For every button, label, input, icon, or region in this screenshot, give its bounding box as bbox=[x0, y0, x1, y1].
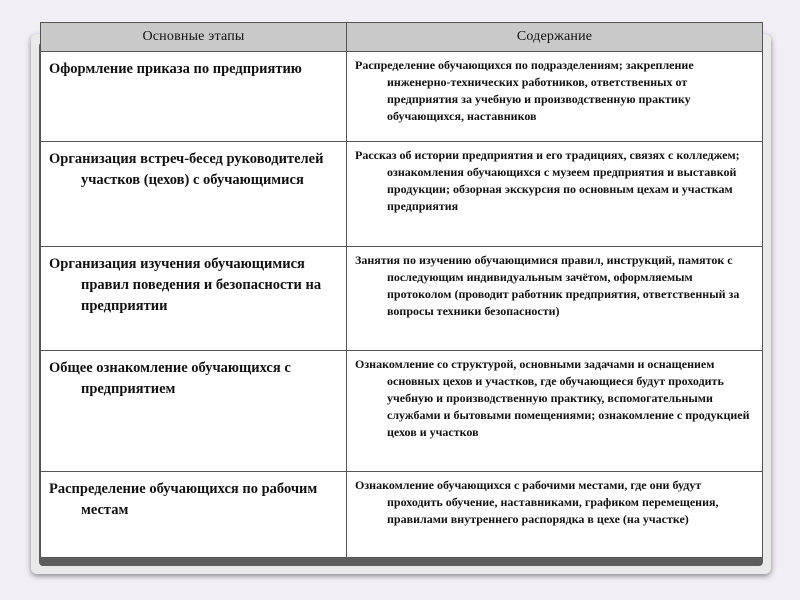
stage-cell bbox=[41, 246, 347, 350]
content-text: Ознакомление обучающихся с рабочими местами, где они будут проходить обучение, наставниками, графиком перемещения, правилами внутреннего распорядка в цехе (на участке) bbox=[355, 477, 719, 526]
content-text: Ознакомление со структурой, основными задачами и оснащением основных цехов и участков, где обучающиеся будут проходить учебную и производственную практику, вспомогательными службами и бытовыми помещениями; ознакомление с продукцией цехов и участков bbox=[355, 357, 750, 440]
table-row bbox=[41, 351, 763, 472]
content-cell bbox=[347, 351, 763, 472]
stage-text: Распределение обучающихся по рабочим местам bbox=[49, 480, 318, 518]
content-cell bbox=[347, 471, 763, 557]
table-row bbox=[41, 52, 763, 142]
content-cell bbox=[347, 52, 763, 142]
stage-cell bbox=[41, 52, 347, 142]
header-stages: Основные этапы bbox=[41, 23, 347, 52]
table-row bbox=[41, 471, 763, 557]
content-text: Рассказ об истории предприятия и его традициях, связях с колледжем; ознакомления обучающихся с музеем предприятия и выставкой продукции; обзорная экскурсия по основным цехам и участкам предприятия bbox=[355, 148, 740, 214]
stage-cell bbox=[41, 351, 347, 472]
stage-text: Общее ознакомление обучающихся с предприятием bbox=[49, 360, 291, 398]
stage-text: Организация встреч-бесед руководителей участков (цехов) с обучающимися bbox=[49, 151, 324, 189]
stage-text: Организация изучения обучающимися правил поведения и безопасности на предприятии bbox=[49, 255, 322, 314]
stage-cell bbox=[41, 142, 347, 246]
header-content: Содержание bbox=[347, 23, 763, 52]
content-text: Распределение обучающихся по подразделениям; закрепление инженерно-технических работников, ответственных от предприятия за учебную и производственную практику обучающихся, наставников bbox=[355, 58, 694, 123]
content-cell bbox=[347, 246, 763, 350]
stage-text: Оформление приказа по предприятию bbox=[49, 61, 302, 77]
stage-cell bbox=[41, 471, 347, 557]
content-cell bbox=[347, 142, 763, 246]
table-header-row bbox=[41, 23, 763, 52]
table-row bbox=[41, 142, 763, 246]
stages-table bbox=[40, 22, 763, 558]
content-text: Занятия по изучению обучающимися правил, инструкций, памяток с последующим индивидуальным зачётом, оформляемым протоколом (проводит работник предприятия, ответственный за вопросы техники безопасности) bbox=[355, 252, 740, 318]
table-row bbox=[41, 246, 763, 350]
